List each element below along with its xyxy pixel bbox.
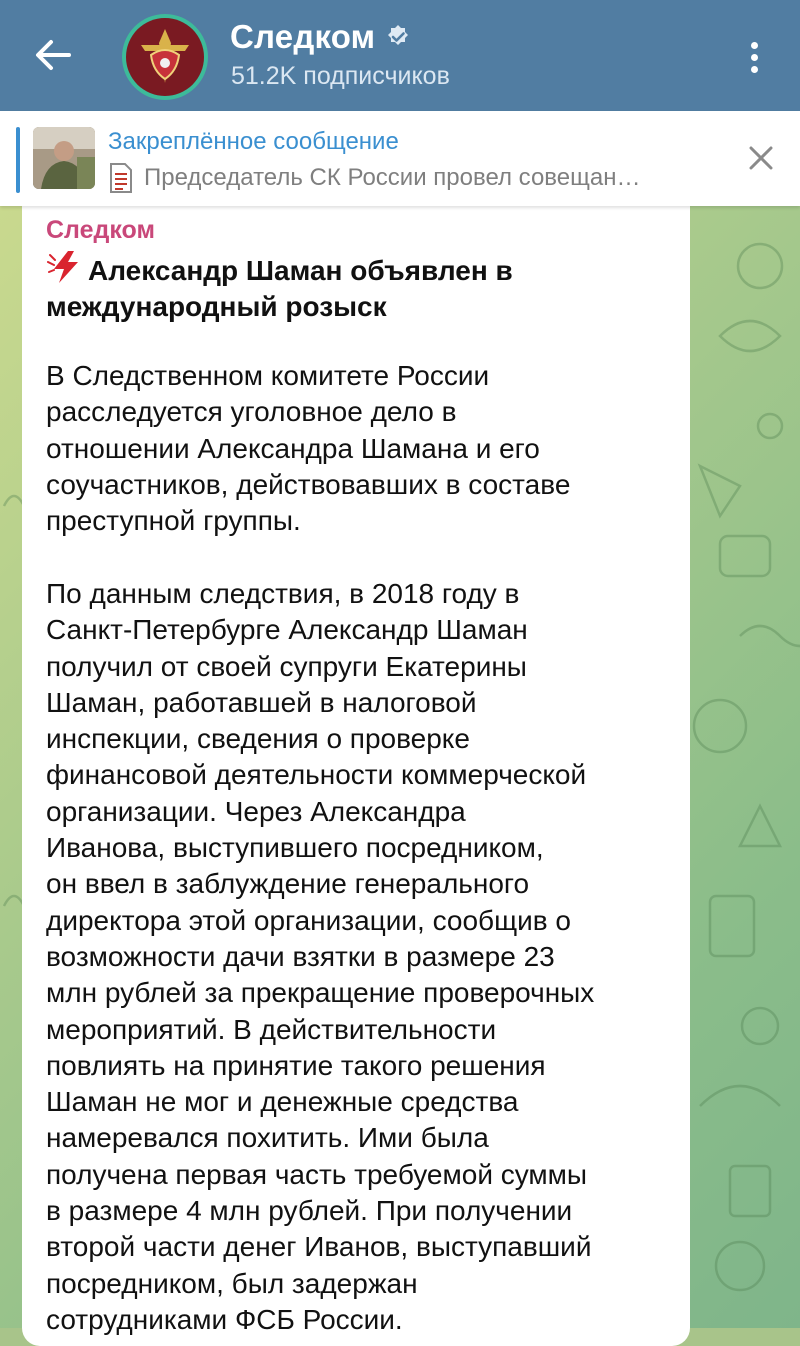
pinned-preview — [108, 163, 718, 193]
text-line: По данным следствия, в 2018 году в — [46, 578, 520, 609]
verified-badge-icon — [385, 24, 411, 50]
paragraph-1 — [46, 358, 676, 539]
text-line: отношении Александра Шамана и его — [46, 432, 540, 464]
text-line: второй части денег Иванов, выступавший — [46, 1231, 592, 1263]
text-line: повлиять на принятие такого решения — [46, 1049, 546, 1081]
channel-avatar[interactable] — [122, 14, 208, 100]
text-line: инспекции, сведения о проверке — [46, 723, 470, 755]
text-line: получена первая часть требуемой суммы — [46, 1158, 588, 1190]
pinned-message-bar[interactable] — [0, 111, 800, 206]
text-line: организации. Через Александра — [46, 795, 466, 827]
text-line: сотрудниками ФСБ России. — [46, 1303, 403, 1335]
text-line: преступной группы. — [46, 505, 301, 537]
more-vertical-icon — [751, 42, 758, 49]
channel-title[interactable]: Следком — [230, 18, 376, 55]
pinned-preview-text: Председатель СК России провел совещан… — [144, 164, 641, 191]
emblem-icon — [126, 18, 204, 96]
close-pinned-button[interactable] — [740, 137, 782, 179]
text-line: Санкт-Петербурге Александр Шаман — [46, 614, 528, 646]
text-line: Шаман, работавшей в налоговой — [46, 686, 477, 718]
text-line: мероприятий. В действительности — [46, 1013, 497, 1045]
text-line: Иванова, выступившего посредником, — [46, 832, 544, 864]
message-sender[interactable]: Следком — [46, 216, 155, 244]
text-line: финансовой деятельности коммерческой — [46, 759, 587, 791]
paragraph-2 — [46, 576, 676, 1338]
pinned-title: Закреплённое сообщение — [108, 128, 399, 155]
chat-header — [0, 0, 800, 111]
title-line-2: международный розыск — [46, 291, 387, 322]
text-line: директора этой организации, сообщив о — [46, 904, 571, 936]
pinned-indicator — [16, 127, 20, 193]
text-line: получил от своей супруги Екатерины — [46, 650, 527, 682]
text-line: млн рублей за прекращение проверочных — [46, 977, 595, 1009]
menu-dot — [751, 54, 758, 61]
text-line: намеревался похитить. Ими была — [46, 1122, 489, 1154]
subscriber-count: 51.2K подписчиков — [231, 62, 450, 90]
text-line: в размере 4 млн рублей. При получении — [46, 1195, 573, 1227]
text-line: соучастников, действовавших в составе — [46, 468, 571, 500]
arrow-left-icon — [35, 39, 71, 71]
menu-dot — [751, 66, 758, 73]
text-line: посредником, был задержан — [46, 1267, 418, 1299]
text-line: возможности дачи взятки в размере 23 — [46, 940, 555, 972]
back-button[interactable] — [28, 30, 78, 80]
close-icon — [749, 146, 773, 170]
text-line: он ввел в заблуждение генерального — [46, 868, 530, 900]
lightning-icon — [46, 250, 84, 284]
document-icon — [108, 163, 134, 193]
title-line-1: Александр Шаман объявлен в — [88, 255, 513, 286]
text-line: В Следственном комитете России — [46, 360, 490, 391]
text-line: Шаман не мог и денежные средства — [46, 1086, 519, 1118]
pinned-thumbnail — [33, 127, 95, 189]
more-menu-button[interactable] — [736, 32, 772, 82]
text-line: расследуется уголовное дело в — [46, 396, 457, 428]
message-title — [46, 250, 666, 325]
message-bubble[interactable] — [22, 206, 690, 1346]
